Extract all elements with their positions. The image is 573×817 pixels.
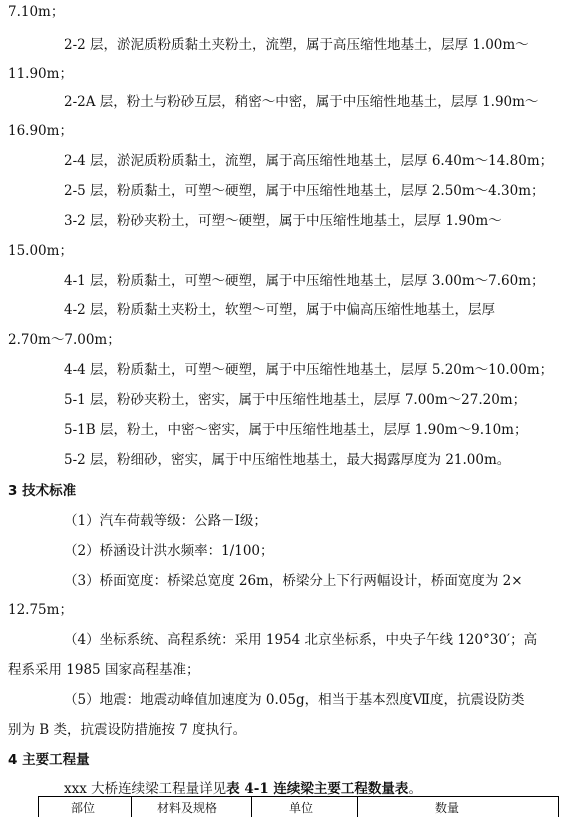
text-line: 2-5 层，粉质黏土，可塑～硬塑，属于中压缩性地基土，层厚 2.50m～4.30m；	[64, 183, 545, 199]
list-item: （4）坐标系统、高程系统：采用 1954 北京坐标系，中央子午线 120°30′；高	[64, 632, 538, 648]
text-line: 11.90m；	[8, 66, 73, 82]
column-divider	[251, 797, 252, 817]
text-line: 4-2 层，粉质黏土夹粉土，软塑～可塑，属于中偏高压缩性地基土，层厚	[64, 302, 496, 318]
table-header-cell: 数量	[435, 801, 460, 815]
table-reference: 表 4-1 连续梁主要工程数量表	[226, 781, 409, 797]
text-line	[64, 36, 559, 54]
text-line: 5-1 层，粉砂夹粉土，密实，属于中压缩性地基土，层厚 7.00m～27.20m；	[64, 392, 527, 408]
list-item: （1）汽车荷载等级：公路－Ⅰ级；	[64, 513, 267, 529]
text-line: 3-2 层，粉砂夹粉土，可塑～硬塑，属于中压缩性地基土，层厚 1.90m～	[64, 213, 502, 229]
section-heading: 3 技术标准	[8, 483, 77, 499]
text-line: 15.00m；	[8, 243, 73, 259]
text-line: 4-1 层，粉质黏土，可塑～硬塑，属于中压缩性地基土，层厚 3.00m～7.60m；	[64, 273, 545, 289]
text-span: 2-2 层，淤泥质粉质黏土夹粉土，流塑，属于高压缩性地基土，层厚 1.00m～	[64, 37, 529, 53]
list-item-cont: 程系采用 1985 国家高程基准；	[8, 662, 200, 678]
text-line: 5-2 层，粉细砂，密实，属于中压缩性地基土，最大揭露厚度为 21.00m。	[64, 452, 511, 468]
text-line: 4-4 层，粉质黏土，可塑～硬塑，属于中压缩性地基土，层厚 5.20m～10.00m；	[64, 362, 554, 378]
list-item-cont: 12.75m；	[8, 602, 73, 618]
list-item: （2）桥涵设计洪水频率：1/100；	[64, 543, 274, 559]
list-item: （5）地震：地震动峰值加速度为 0.05g，相当于基本烈度Ⅶ度，抗震设防类	[64, 692, 525, 708]
column-divider	[131, 797, 132, 817]
text-line: 7.10m；	[8, 4, 65, 20]
list-item: （3）桥面宽度：桥梁总宽度 26m，桥梁分上下行两幅设计，桥面宽度为 2×	[64, 573, 523, 589]
text-line: 5-1B 层，粉土，中密～密实，属于中压缩性地基土，层厚 1.90m～9.10m；	[64, 422, 528, 438]
table-header-row	[38, 796, 559, 817]
text-line: 2-2A 层，粉土与粉砂互层，稍密～中密，属于中压缩性地基土，层厚 1.90m～	[64, 94, 539, 110]
column-divider	[357, 797, 358, 817]
intro-text: xxx 大桥连续梁工程量详见	[64, 781, 227, 797]
text-line: 2.70m～7.00m；	[8, 332, 121, 348]
intro-end: 。	[408, 781, 422, 797]
text-line: 2-4 层，淤泥质粉质黏土，流塑，属于高压缩性地基土，层厚 6.40m～14.80m；	[64, 153, 554, 169]
table-header-cell: 单位	[289, 801, 314, 815]
table-header-cell: 材料及规格	[157, 801, 218, 815]
section-heading: 4 主要工程量	[8, 752, 90, 768]
list-item-cont: 别为 B 类，抗震设防措施按 7 度执行。	[8, 722, 247, 738]
table-header-cell: 部位	[71, 801, 96, 815]
text-line: 16.90m；	[8, 123, 73, 139]
